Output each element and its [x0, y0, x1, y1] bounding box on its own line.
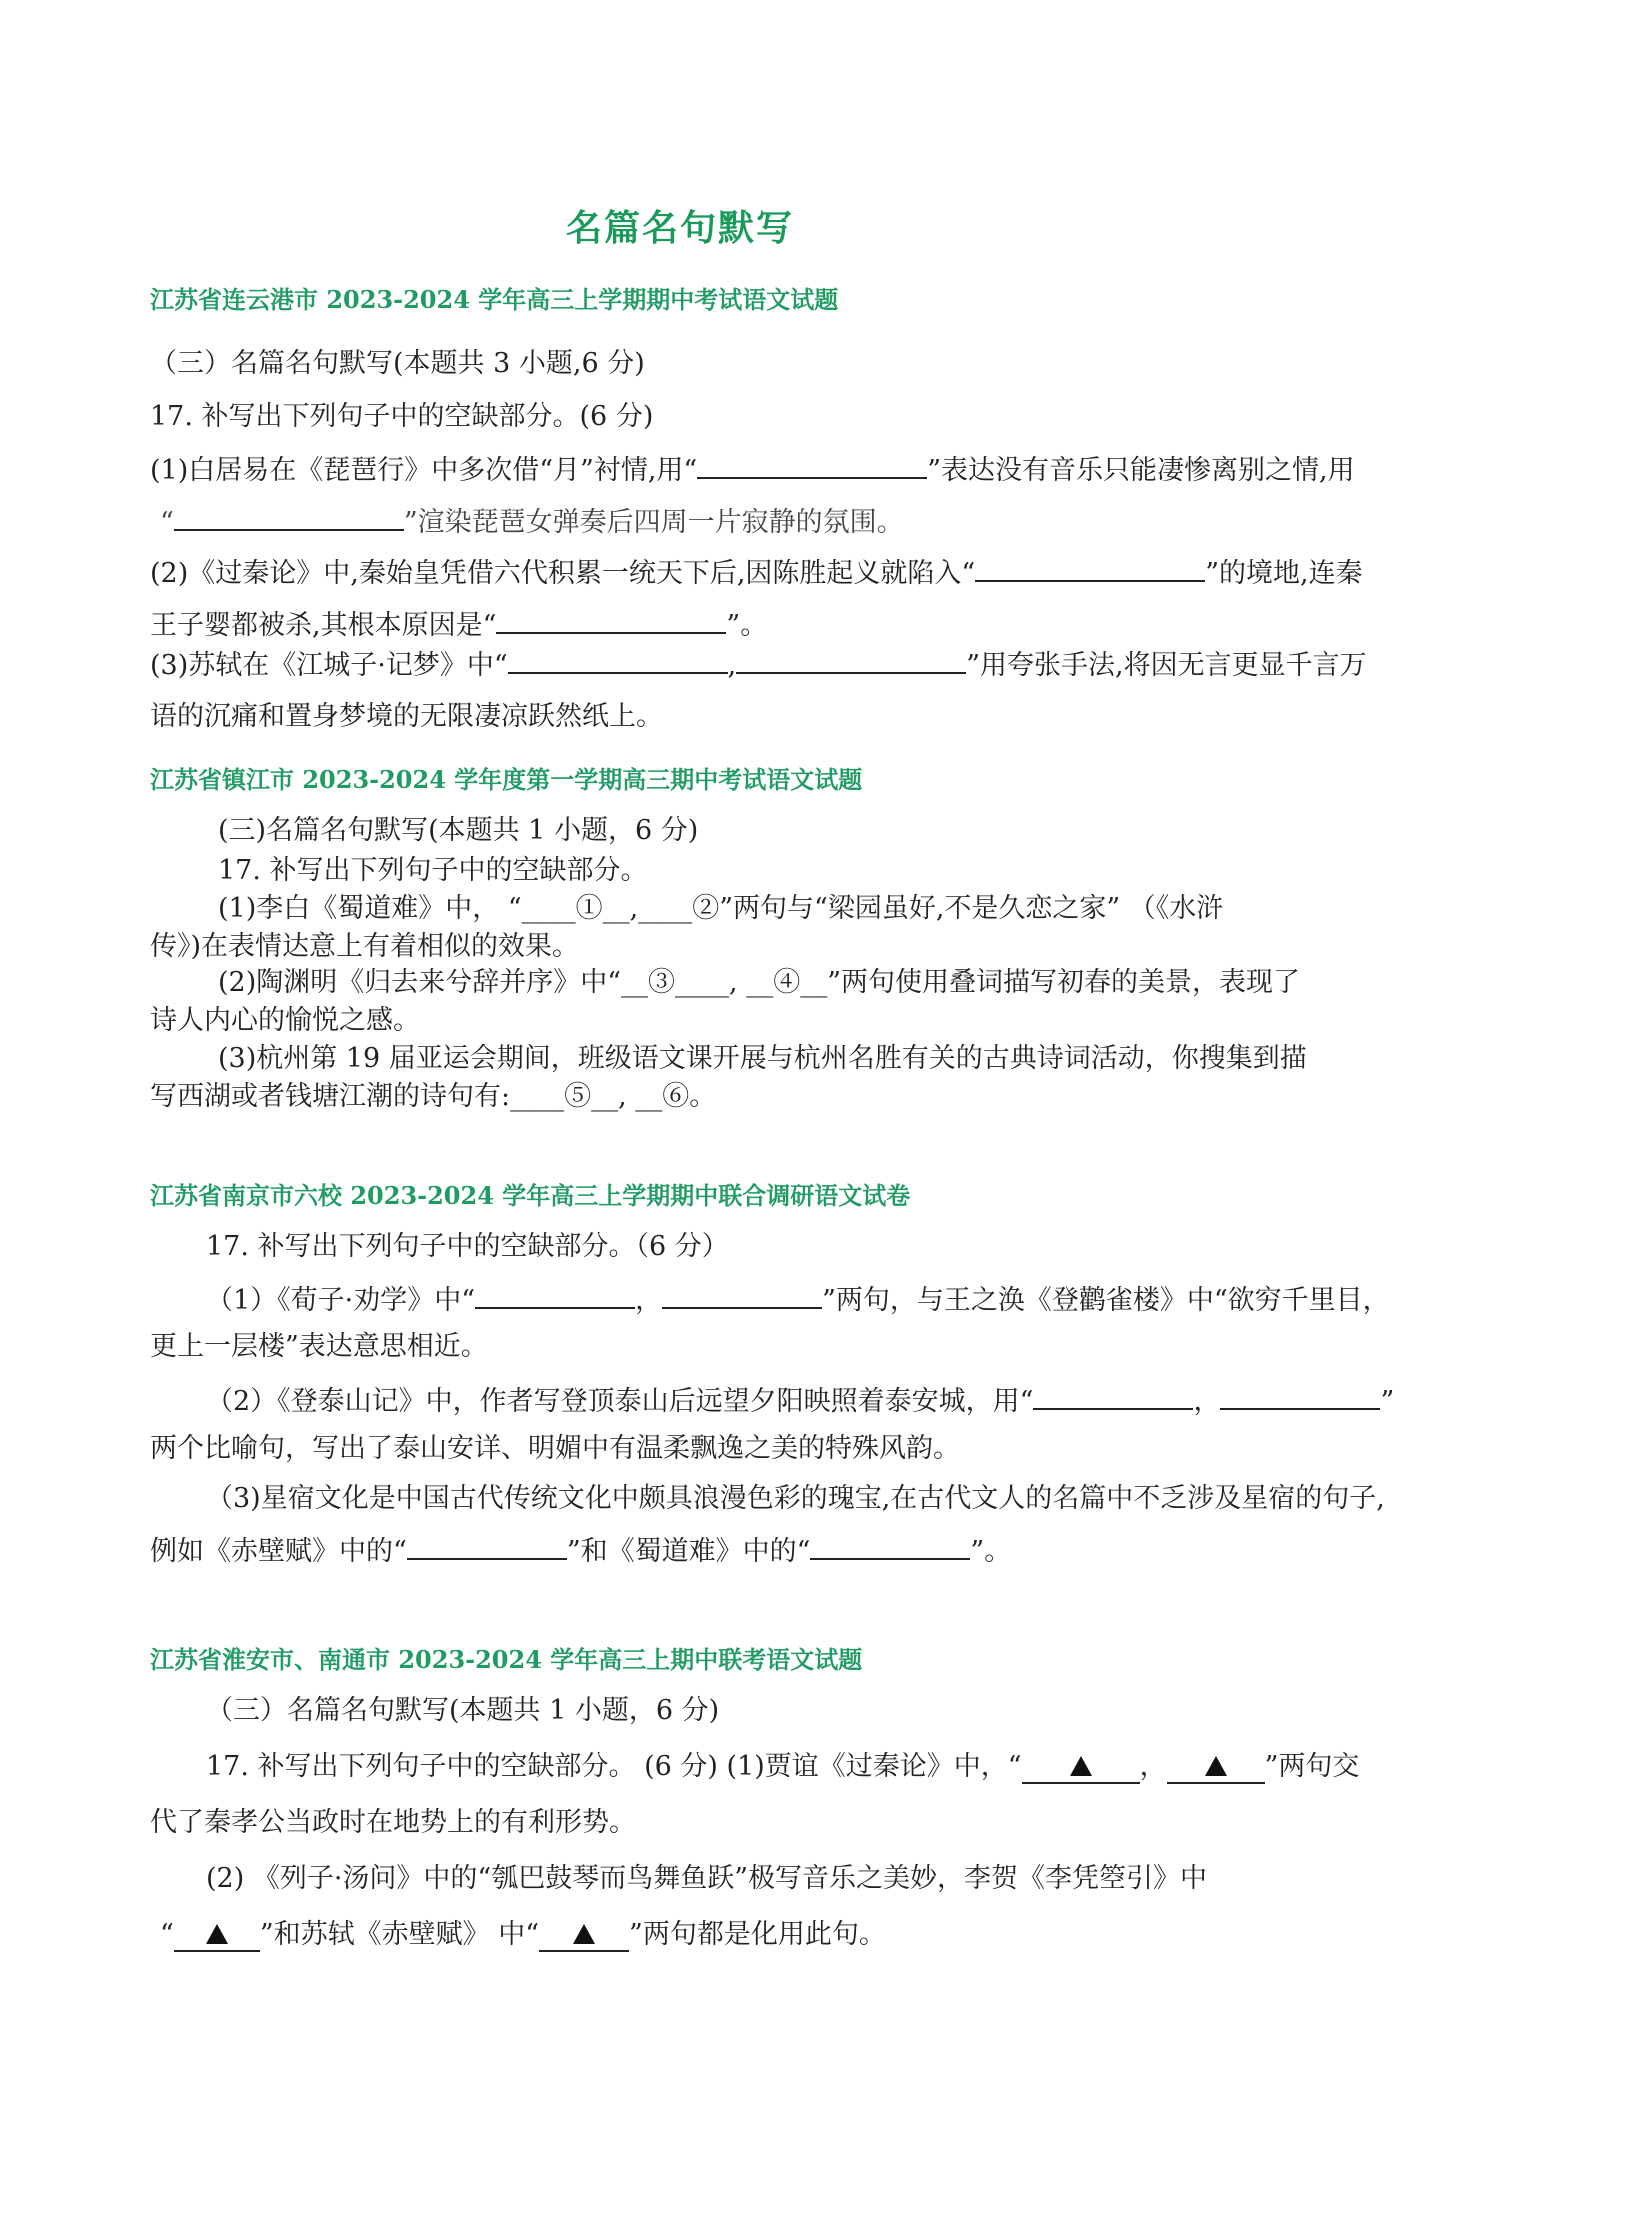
s4-section-heading: （三）名篇名句默写(本题共 1 小题，6 分): [206, 1695, 720, 1726]
text: ”两句都是化用此句。: [629, 1919, 886, 1950]
answer-blank: [539, 1920, 629, 1952]
triangle-icon: [1070, 1756, 1092, 1776]
s1-line-5: [150, 648, 1367, 681]
text: ，: [1193, 1386, 1221, 1417]
answer-blank: [810, 1534, 970, 1560]
text: “: [160, 1919, 174, 1950]
s1-line-2: [160, 505, 904, 538]
s1-question-17: 17. 补写出下列句子中的空缺部分。(6 分): [150, 401, 654, 432]
triangle-icon: [573, 1924, 595, 1944]
s1-line-1: [150, 453, 1355, 486]
answer-blank: [174, 1920, 260, 1952]
source-nanjing: 江苏省南京市六校 2023-2024 学年高三上学期期中联合调研语文试卷: [150, 1181, 911, 1210]
answer-blank: [496, 608, 726, 634]
text: 17. 补写出下列句子中的空缺部分。 (6 分) (1)贾谊《过秦论》中，“: [206, 1751, 1022, 1782]
answer-blank: [174, 505, 404, 531]
s2-line-5: (3)杭州第 19 届亚运会期间，班级语文课开展与杭州名胜有关的古典诗词活动，你搜集到描: [218, 1043, 1307, 1074]
answer-blank: [736, 648, 966, 674]
triangle-icon: [1205, 1756, 1227, 1776]
answer-blank: [1167, 1752, 1265, 1784]
answer-blank: [1022, 1752, 1140, 1784]
answer-blank: [975, 556, 1205, 582]
text: (3)苏轼在《江城子·记梦》中“: [150, 650, 508, 681]
s2-line-3: (2)陶渊明《归去来兮辞并序》中“__③____, __④__”两句使用叠词描写初春的美景，表现了: [218, 967, 1301, 998]
answer-blank: [1220, 1384, 1380, 1410]
answer-blank: [697, 453, 927, 479]
triangle-icon: [206, 1924, 228, 1944]
text: 王子婴都被杀,其根本原因是“: [150, 610, 497, 641]
text: ”和《蜀道难》中的“: [566, 1536, 811, 1567]
s3-question-17: 17. 补写出下列句子中的空缺部分。（6 分）: [206, 1231, 729, 1262]
text: (1)白居易在《琵琶行》中多次借“月”衬情,用“: [150, 455, 698, 486]
s2-line-4: 诗人内心的愉悦之感。: [150, 1005, 420, 1036]
s3-line-5: （3)星宿文化是中国古代传统文化中颇具浪漫色彩的瑰宝,在古代文人的名篇中不乏涉及星宿的句子,: [206, 1483, 1385, 1514]
text: ，: [1139, 1751, 1167, 1782]
s2-line-6: 写西湖或者钱塘江潮的诗句有:____⑤__, __⑥。: [150, 1081, 717, 1112]
answer-blank: [508, 648, 728, 674]
s2-section-heading: (三)名篇名句默写(本题共 1 小题，6 分): [218, 815, 699, 846]
s1-line-6: 语的沉痛和置身梦境的无限凄凉跃然纸上。: [150, 701, 663, 732]
s3-line-4: 两个比喻句，写出了泰山安详、明媚中有温柔飘逸之美的特殊风韵。: [150, 1433, 960, 1464]
answer-blank: [1033, 1384, 1193, 1410]
source-zhenjiang: 江苏省镇江市 2023-2024 学年度第一学期高三期中考试语文试题: [150, 765, 863, 794]
s3-line-3: [206, 1384, 1394, 1417]
s2-line-2: 传》)在表情达意上有着相似的效果。: [150, 931, 580, 962]
s1-section-heading: （三）名篇名句默写(本题共 3 小题,6 分): [150, 348, 645, 379]
text: ,: [727, 650, 737, 681]
text: ”两句，与王之涣《登鹳雀楼》中“欲穷千里目，: [822, 1285, 1390, 1316]
text: ”两句交: [1264, 1751, 1360, 1782]
text: ”渲染琵琶女弹奏后四周一片寂静的氛围。: [403, 507, 904, 538]
text: (2)《过秦论》中,秦始皇凭借六代积累一统天下后,因陈胜起义就陷入“: [150, 558, 976, 589]
source-lianyungang: 江苏省连云港市 2023-2024 学年高三上学期期中考试语文试题: [150, 285, 839, 314]
text: ”用夸张手法,将因无言更显千言万: [966, 650, 1367, 681]
text: （1）《荀子·劝学》中“: [206, 1285, 476, 1316]
s1-line-3: [150, 556, 1363, 589]
s3-line-2: 更上一层楼”表达意思相近。: [150, 1331, 488, 1362]
source-huaian-nantong: 江苏省淮安市、南通市 2023-2024 学年高三上期中联考语文试题: [150, 1645, 863, 1674]
text: “: [160, 507, 174, 538]
text: ”表达没有音乐只能凄惨离别之情,用: [927, 455, 1355, 486]
answer-blank: [475, 1283, 635, 1309]
text: ”。: [970, 1536, 1012, 1567]
s1-line-4: [150, 608, 767, 641]
text: ”和苏轼《赤壁赋》 中“: [259, 1919, 540, 1950]
text: 例如《赤壁赋》中的“: [150, 1536, 407, 1567]
text: （2）《登泰山记》中，作者写登顶泰山后远望夕阳映照着泰安城，用“: [206, 1386, 1034, 1417]
s4-line-2: 代了秦孝公当政时在地势上的有利形势。: [150, 1807, 636, 1838]
text: ，: [635, 1285, 663, 1316]
answer-blank: [407, 1534, 567, 1560]
s4-line-4: [160, 1920, 886, 1952]
s4-line-3: (2) 《列子·汤问》中的“瓠巴鼓琴而鸟舞鱼跃”极写音乐之美妙，李贺《李凭箜引》中: [206, 1863, 1208, 1894]
s2-question-17: 17. 补写出下列句子中的空缺部分。: [218, 855, 648, 886]
answer-blank: [662, 1283, 822, 1309]
text: ”: [1380, 1386, 1395, 1417]
text: ”。: [726, 610, 768, 641]
s2-line-1: (1)李白《蜀道难》中， “____①__,____②”两句与“梁园虽好,不是久恋之家” （《水浒: [218, 893, 1224, 924]
s3-line-1: [206, 1283, 1390, 1316]
text: ”的境地,连秦: [1205, 558, 1363, 589]
s3-line-6: [150, 1534, 1011, 1567]
page-title: 名篇名句默写: [565, 207, 794, 249]
s4-line-1: [206, 1752, 1359, 1784]
